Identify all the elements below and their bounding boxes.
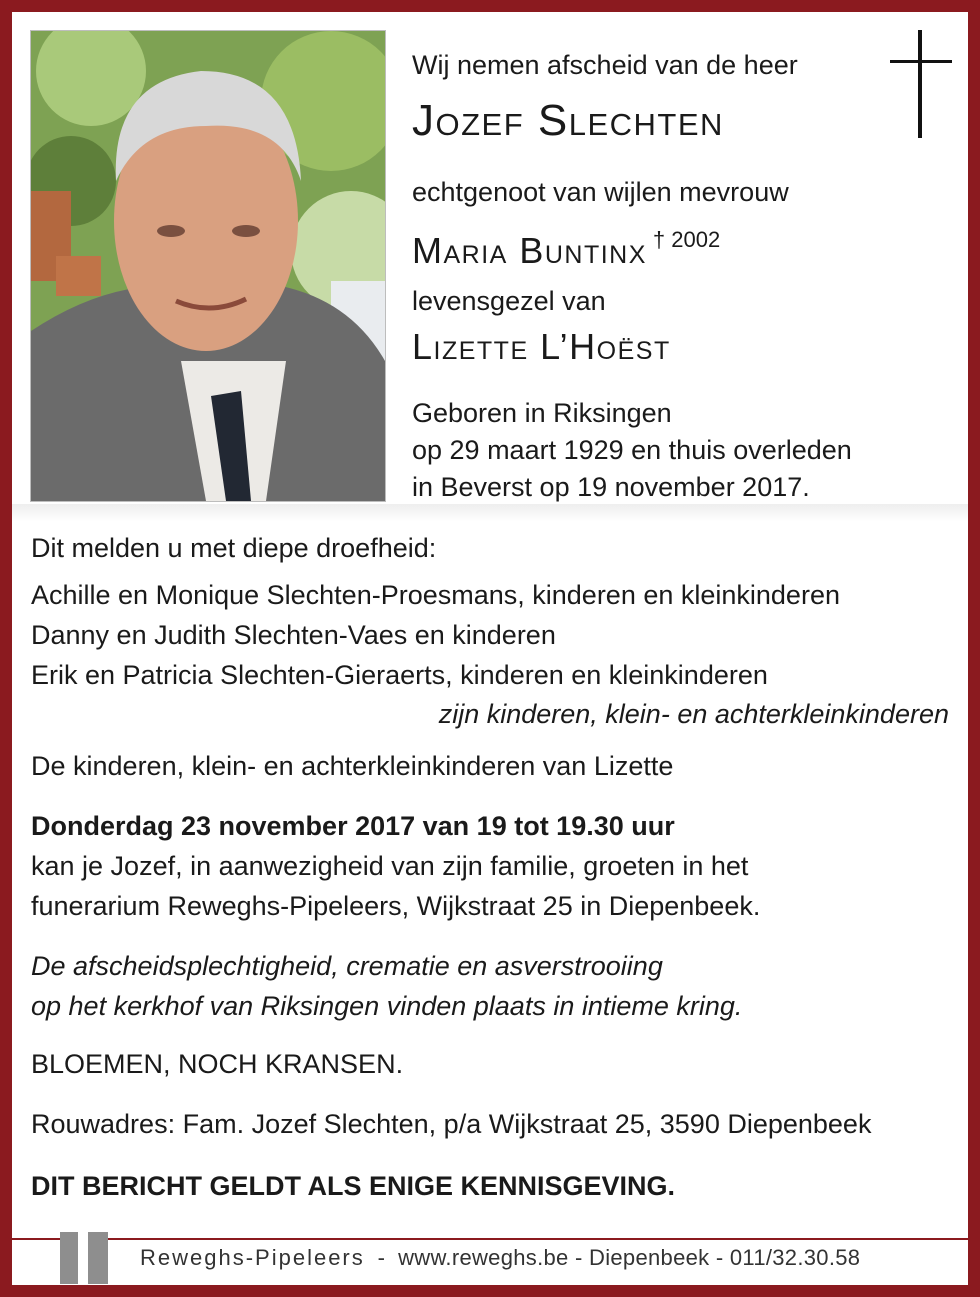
- visitation-block: [31, 806, 760, 926]
- visitation-date: Donderdag 23 november 2017 van 19 tot 19.30 uur: [31, 811, 675, 841]
- cross-icon: [890, 30, 952, 138]
- birth-line: Geboren in Riksingen: [412, 398, 672, 428]
- family-line: Danny en Judith Slechten-Vaes en kinderen: [31, 620, 556, 650]
- birth-line: in Beverst op 19 november 2017.: [412, 472, 810, 502]
- partner-intro: levensgezel van: [412, 286, 606, 316]
- spouse-intro: echtgenoot van wijlen mevrouw: [412, 177, 789, 207]
- family-line: Erik en Patricia Slechten-Gieraerts, kinderen en kleinkinderen: [31, 660, 768, 690]
- intro-text: Wij nemen afscheid van de heer: [412, 50, 798, 80]
- section-divider: [12, 504, 968, 522]
- family-list: [31, 575, 840, 695]
- portrait-photo: [30, 30, 386, 502]
- notice-text: DIT BERICHT GELDT ALS ENIGE KENNISGEVING.: [31, 1171, 676, 1201]
- lizette-family: De kinderen, klein- en achterkleinkinderen van Lizette: [31, 751, 674, 781]
- birth-line: op 29 maart 1929 en thuis overleden: [412, 435, 852, 465]
- birth-details: [412, 395, 852, 506]
- footer-brand: Reweghs-Pipeleers: [140, 1245, 365, 1270]
- ceremony-line: op het kerkhof van Riksingen vinden plaats in intieme kring.: [31, 991, 743, 1021]
- footer-details: www.reweghs.be - Diepenbeek - 011/32.30.58: [398, 1245, 861, 1270]
- family-summary: zijn kinderen, klein- en achterkleinkinderen: [438, 699, 949, 729]
- spouse-name: Maria Buntinx: [412, 230, 647, 271]
- announcement-intro: Dit melden u met diepe droefheid:: [31, 533, 437, 563]
- deceased-name: Jozef Slechten: [412, 96, 724, 145]
- ceremony-block: [31, 946, 742, 1026]
- flowers-note: BLOEMEN, NOCH KRANSEN.: [31, 1049, 404, 1079]
- visitation-line: kan je Jozef, in aanwezigheid van zijn familie, groeten in het: [31, 851, 749, 881]
- footer-separator: -: [377, 1245, 386, 1270]
- spouse-death-year: † 2002: [652, 227, 721, 252]
- funeral-home-logo: [60, 1232, 114, 1284]
- partner-name: Lizette L’Hoëst: [412, 326, 671, 367]
- spouse-line: [412, 215, 720, 276]
- ceremony-line: De afscheidsplechtigheid, crematie en asverstrooiing: [31, 951, 663, 981]
- footer: [140, 1245, 860, 1271]
- visitation-line: funerarium Reweghs-Pipeleers, Wijkstraat 25 in Diepenbeek.: [31, 891, 761, 921]
- footer-rule: [12, 1238, 968, 1240]
- obituary-card: [12, 12, 968, 1285]
- family-line: Achille en Monique Slechten-Proesmans, kinderen en kleinkinderen: [31, 580, 840, 610]
- mourning-address: Rouwadres: Fam. Jozef Slechten, p/a Wijkstraat 25, 3590 Diepenbeek: [31, 1109, 872, 1139]
